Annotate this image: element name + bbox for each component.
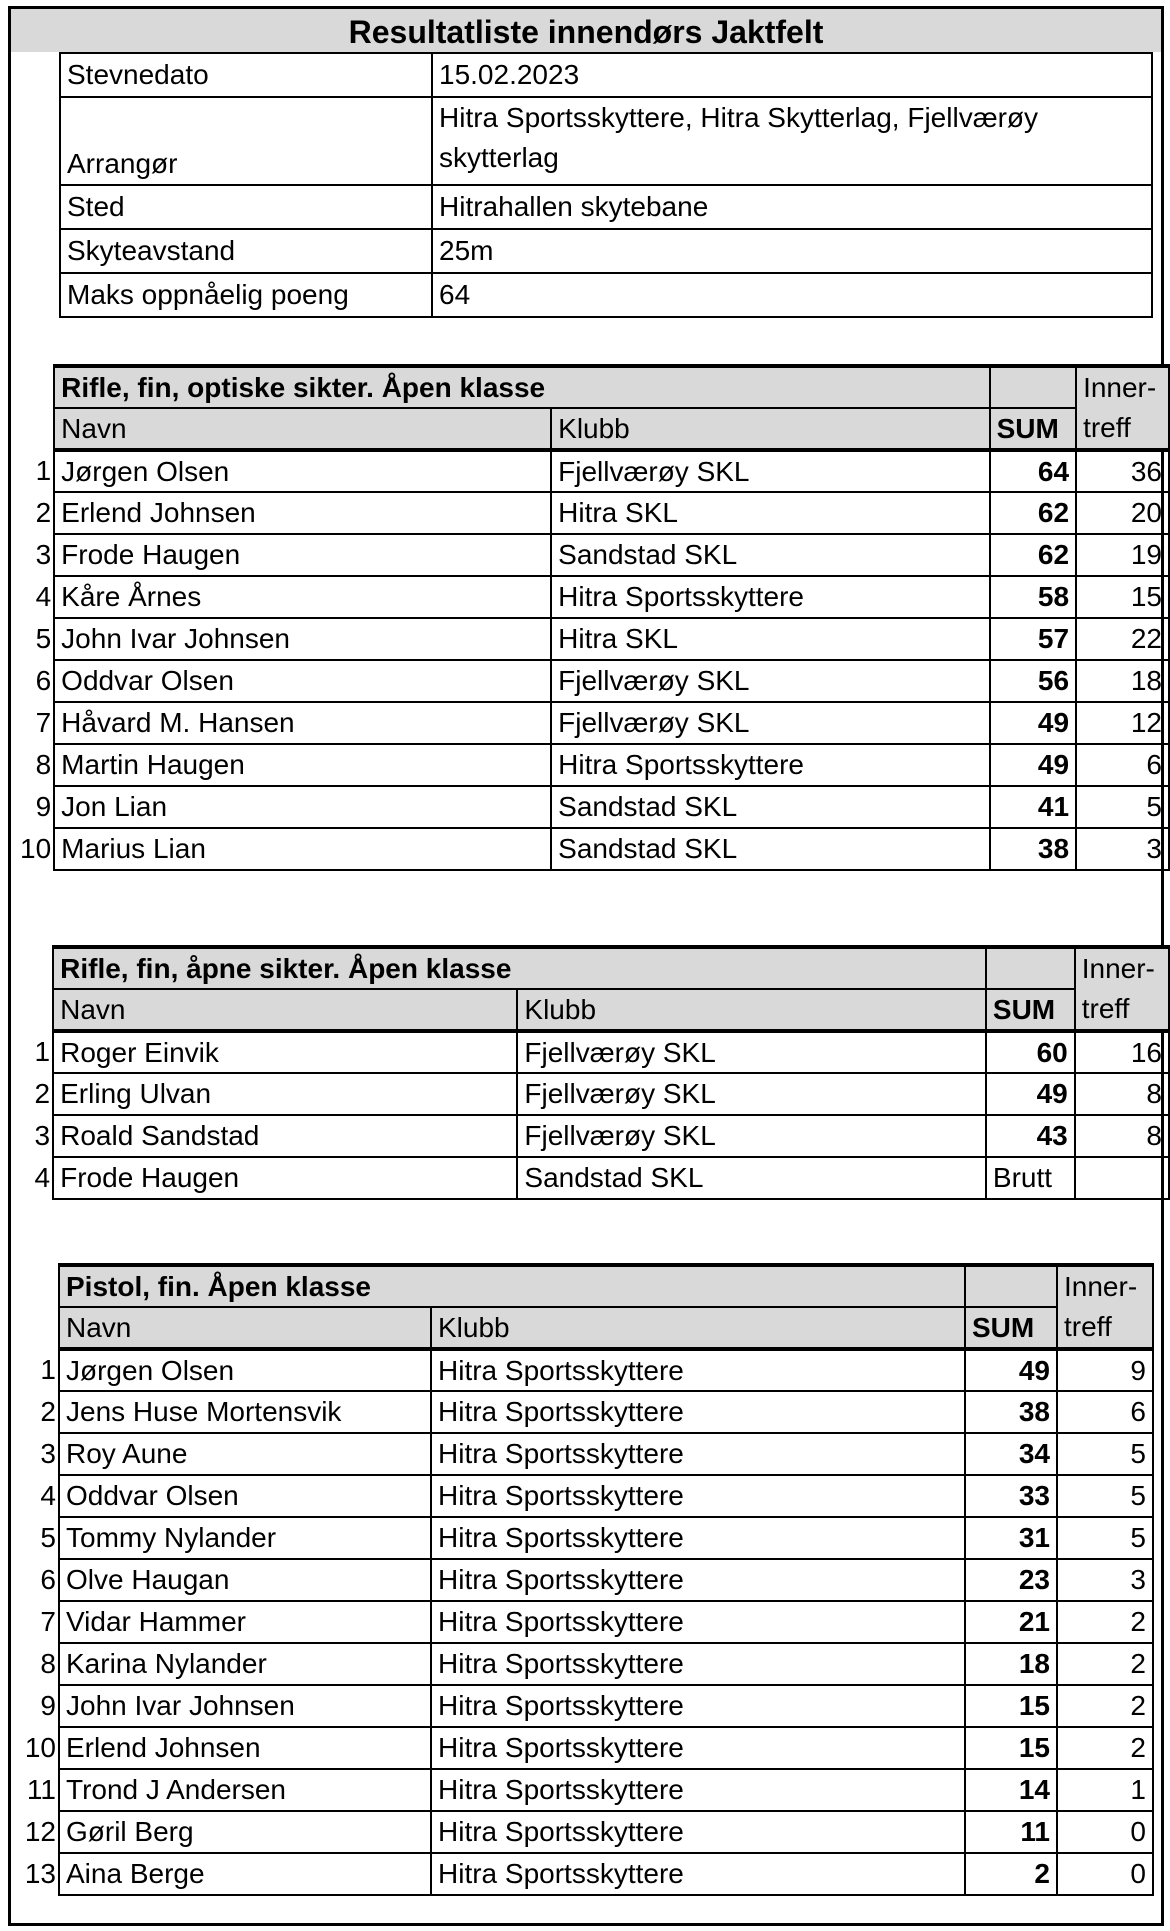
name-cell: Marius Lian xyxy=(54,828,551,870)
name-cell: Jens Huse Mortensvik xyxy=(59,1391,431,1433)
sum-cell: 15 xyxy=(965,1727,1057,1769)
sum-cell: 11 xyxy=(965,1811,1057,1853)
inner-cell: 36 xyxy=(1076,450,1169,492)
column-header-row xyxy=(11,1307,1153,1349)
club-cell: Hitra Sportsskyttere xyxy=(431,1517,965,1559)
inner-cell: 6 xyxy=(1057,1391,1153,1433)
club-cell: Sandstad SKL xyxy=(551,534,989,576)
header-blank xyxy=(551,366,989,408)
inner-cell: 9 xyxy=(1057,1349,1153,1391)
club-cell: Hitra Sportsskyttere xyxy=(431,1811,965,1853)
club-cell: Hitra Sportsskyttere xyxy=(431,1769,965,1811)
inner-cell: 5 xyxy=(1076,786,1169,828)
rank-cell: 10 xyxy=(24,1732,56,1763)
name-cell: Oddvar Olsen xyxy=(59,1475,431,1517)
sum-cell: 49 xyxy=(990,702,1077,744)
rank-cell: 6 xyxy=(35,665,52,696)
inner-cell: 8 xyxy=(1075,1073,1169,1115)
info-value: 15.02.2023 xyxy=(432,53,1152,97)
rank-cell: 7 xyxy=(40,1606,56,1637)
rank-cell: 7 xyxy=(35,707,52,738)
column-header-navn: Navn xyxy=(53,989,517,1031)
inner-cell: 3 xyxy=(1057,1559,1153,1601)
inner-cell: 1 xyxy=(1057,1769,1153,1811)
section-title: Pistol, fin. Åpen klasse xyxy=(59,1265,431,1307)
table-row xyxy=(11,1517,1153,1559)
table-row xyxy=(11,1475,1153,1517)
table-row xyxy=(11,786,1169,828)
info-row xyxy=(60,229,1152,273)
club-cell: Hitra Sportsskyttere xyxy=(431,1475,965,1517)
column-header-klubb: Klubb xyxy=(551,408,989,450)
name-cell: Frode Haugen xyxy=(53,1157,517,1199)
column-header-row xyxy=(11,989,1169,1031)
sum-cell: 56 xyxy=(990,660,1077,702)
column-header-sum: SUM xyxy=(990,408,1077,450)
sum-cell: 23 xyxy=(965,1559,1057,1601)
rank-spacer xyxy=(11,1265,59,1307)
club-cell: Hitra Sportsskyttere xyxy=(431,1601,965,1643)
name-cell: Olve Haugan xyxy=(59,1559,431,1601)
rank-cell: 3 xyxy=(34,1120,51,1151)
name-cell: Jørgen Olsen xyxy=(54,450,551,492)
header-blank xyxy=(431,1265,965,1307)
section-title: Rifle, fin, optiske sikter. Åpen klasse xyxy=(54,366,551,408)
info-row xyxy=(60,273,1152,317)
table-row xyxy=(11,744,1169,786)
rank-cell: 3 xyxy=(35,539,52,570)
name-cell: Aina Berge xyxy=(59,1853,431,1895)
table-row xyxy=(11,618,1169,660)
sum-cell: 21 xyxy=(965,1601,1057,1643)
info-label: Sted xyxy=(60,185,432,229)
sum-cell: 43 xyxy=(986,1115,1075,1157)
column-header-inner: Inner- xyxy=(1076,366,1169,408)
inner-cell: 19 xyxy=(1076,534,1169,576)
column-header-sum: SUM xyxy=(986,989,1075,1031)
column-header-inner: Inner- xyxy=(1057,1265,1153,1307)
club-cell: Sandstad SKL xyxy=(551,786,989,828)
section-title: Rifle, fin, åpne sikter. Åpen klasse xyxy=(53,947,517,989)
name-cell: Erling Ulvan xyxy=(53,1073,517,1115)
section-header-row xyxy=(11,1265,1153,1307)
name-cell: Karina Nylander xyxy=(59,1643,431,1685)
table-row xyxy=(11,1433,1153,1475)
info-label: Skyteavstand xyxy=(60,229,432,273)
inner-cell xyxy=(1075,1157,1169,1199)
inner-cell: 3 xyxy=(1076,828,1169,870)
club-cell: Fjellværøy SKL xyxy=(551,450,989,492)
rank-spacer xyxy=(11,947,53,989)
club-cell: Hitra Sportsskyttere xyxy=(431,1433,965,1475)
table-row xyxy=(11,1727,1153,1769)
table-row xyxy=(11,1391,1153,1433)
club-cell: Fjellværøy SKL xyxy=(551,702,989,744)
table-row xyxy=(11,1031,1169,1073)
info-value: Hitrahallen skytebane xyxy=(432,185,1152,229)
inner-cell: 5 xyxy=(1057,1433,1153,1475)
info-value: Hitra Sportsskyttere, Hitra Skytterlag, Fjellværøy skytterlag xyxy=(432,97,1152,185)
header-blank xyxy=(990,366,1077,408)
club-cell: Fjellværøy SKL xyxy=(517,1115,985,1157)
inner-cell: 8 xyxy=(1075,1115,1169,1157)
sum-cell: 41 xyxy=(990,786,1077,828)
info-label: Stevnedato xyxy=(60,53,432,97)
rank-cell: 9 xyxy=(40,1690,56,1721)
table-row xyxy=(11,1073,1169,1115)
rank-cell: 2 xyxy=(34,1078,51,1109)
name-cell: Tommy Nylander xyxy=(59,1517,431,1559)
table-row xyxy=(11,1685,1153,1727)
name-cell: Erlend Johnsen xyxy=(54,492,551,534)
inner-cell: 0 xyxy=(1057,1811,1153,1853)
sum-cell: 57 xyxy=(990,618,1077,660)
table-row xyxy=(11,1811,1153,1853)
sum-cell: 38 xyxy=(990,828,1077,870)
column-header-treff: treff xyxy=(1076,408,1169,450)
page-title: Resultatliste innendørs Jaktfelt xyxy=(11,6,1161,52)
rank-cell: 5 xyxy=(35,623,52,654)
rank-spacer xyxy=(11,408,54,450)
column-header-treff: treff xyxy=(1057,1307,1153,1349)
inner-cell: 2 xyxy=(1057,1685,1153,1727)
section-header-row xyxy=(11,366,1169,408)
club-cell: Hitra SKL xyxy=(551,618,989,660)
info-row xyxy=(60,53,1152,97)
sum-cell: Brutt xyxy=(986,1157,1075,1199)
sum-cell: 49 xyxy=(965,1349,1057,1391)
table-row xyxy=(11,1559,1153,1601)
sum-cell: 58 xyxy=(990,576,1077,618)
sum-cell: 49 xyxy=(986,1073,1075,1115)
name-cell: Jørgen Olsen xyxy=(59,1349,431,1391)
info-label: Arrangør xyxy=(60,97,432,185)
club-cell: Hitra Sportsskyttere xyxy=(431,1643,965,1685)
rank-spacer xyxy=(11,366,54,408)
rank-cell: 4 xyxy=(40,1480,56,1511)
rank-cell: 4 xyxy=(34,1162,51,1193)
inner-cell: 5 xyxy=(1057,1517,1153,1559)
sum-cell: 31 xyxy=(965,1517,1057,1559)
name-cell: John Ivar Johnsen xyxy=(54,618,551,660)
inner-cell: 5 xyxy=(1057,1475,1153,1517)
info-label: Maks oppnåelig poeng xyxy=(60,273,432,317)
name-cell: Vidar Hammer xyxy=(59,1601,431,1643)
column-header-klubb: Klubb xyxy=(517,989,985,1031)
inner-cell: 2 xyxy=(1057,1643,1153,1685)
table-row xyxy=(11,492,1169,534)
sum-cell: 62 xyxy=(990,534,1077,576)
rank-cell: 11 xyxy=(26,1774,56,1805)
rank-cell: 10 xyxy=(20,833,52,864)
club-cell: Sandstad SKL xyxy=(517,1157,985,1199)
inner-cell: 20 xyxy=(1076,492,1169,534)
inner-cell: 18 xyxy=(1076,660,1169,702)
column-header-sum: SUM xyxy=(965,1307,1057,1349)
club-cell: Hitra Sportsskyttere xyxy=(431,1685,965,1727)
club-cell: Fjellværøy SKL xyxy=(517,1031,985,1073)
rank-cell: 5 xyxy=(40,1522,56,1553)
column-header-inner: Inner- xyxy=(1075,947,1169,989)
table-row xyxy=(11,576,1169,618)
column-header-navn: Navn xyxy=(54,408,551,450)
name-cell: Trond J Andersen xyxy=(59,1769,431,1811)
table-row xyxy=(11,534,1169,576)
rank-cell: 1 xyxy=(34,1036,51,1067)
sum-cell: 64 xyxy=(990,450,1077,492)
sum-cell: 62 xyxy=(990,492,1077,534)
results-table xyxy=(11,945,1170,1200)
section-header-row xyxy=(11,947,1169,989)
name-cell: Gøril Berg xyxy=(59,1811,431,1853)
club-cell: Hitra Sportsskyttere xyxy=(431,1349,965,1391)
info-row xyxy=(60,97,1152,185)
sum-cell: 38 xyxy=(965,1391,1057,1433)
results-table xyxy=(11,364,1170,871)
club-cell: Fjellværøy SKL xyxy=(551,660,989,702)
club-cell: Fjellværøy SKL xyxy=(517,1073,985,1115)
club-cell: Hitra Sportsskyttere xyxy=(551,576,989,618)
name-cell: Håvard M. Hansen xyxy=(54,702,551,744)
name-cell: John Ivar Johnsen xyxy=(59,1685,431,1727)
club-cell: Hitra Sportsskyttere xyxy=(431,1853,965,1895)
table-row xyxy=(11,1115,1169,1157)
results-table xyxy=(11,1263,1154,1896)
club-cell: Hitra Sportsskyttere xyxy=(431,1559,965,1601)
table-row xyxy=(11,660,1169,702)
name-cell: Erlend Johnsen xyxy=(59,1727,431,1769)
name-cell: Roger Einvik xyxy=(53,1031,517,1073)
table-row xyxy=(11,828,1169,870)
inner-cell: 16 xyxy=(1075,1031,1169,1073)
name-cell: Oddvar Olsen xyxy=(54,660,551,702)
column-header-treff: treff xyxy=(1075,989,1169,1031)
sum-cell: 49 xyxy=(990,744,1077,786)
table-row xyxy=(11,1157,1169,1199)
name-cell: Roy Aune xyxy=(59,1433,431,1475)
info-value: 25m xyxy=(432,229,1152,273)
rank-cell: 8 xyxy=(40,1648,56,1679)
rank-cell: 4 xyxy=(35,581,52,612)
rank-cell: 2 xyxy=(40,1396,56,1427)
table-row xyxy=(11,1349,1153,1391)
info-value: 64 xyxy=(432,273,1152,317)
sum-cell: 33 xyxy=(965,1475,1057,1517)
club-cell: Hitra Sportsskyttere xyxy=(431,1391,965,1433)
table-row xyxy=(11,702,1169,744)
club-cell: Hitra Sportsskyttere xyxy=(551,744,989,786)
rank-cell: 3 xyxy=(40,1438,56,1469)
table-row xyxy=(11,1601,1153,1643)
column-header-klubb: Klubb xyxy=(431,1307,965,1349)
header-blank xyxy=(517,947,985,989)
rank-cell: 6 xyxy=(40,1564,56,1595)
sum-cell: 2 xyxy=(965,1853,1057,1895)
rank-cell: 9 xyxy=(35,791,52,822)
table-row xyxy=(11,1853,1153,1895)
header-blank xyxy=(986,947,1075,989)
sum-cell: 14 xyxy=(965,1769,1057,1811)
club-cell: Hitra Sportsskyttere xyxy=(431,1727,965,1769)
table-row xyxy=(11,1769,1153,1811)
inner-cell: 6 xyxy=(1076,744,1169,786)
sum-cell: 34 xyxy=(965,1433,1057,1475)
name-cell: Martin Haugen xyxy=(54,744,551,786)
name-cell: Kåre Årnes xyxy=(54,576,551,618)
rank-cell: 1 xyxy=(40,1354,56,1385)
rank-spacer xyxy=(11,989,53,1031)
inner-cell: 2 xyxy=(1057,1601,1153,1643)
inner-cell: 22 xyxy=(1076,618,1169,660)
column-header-navn: Navn xyxy=(59,1307,431,1349)
name-cell: Frode Haugen xyxy=(54,534,551,576)
info-row xyxy=(60,185,1152,229)
table-row xyxy=(11,450,1169,492)
inner-cell: 2 xyxy=(1057,1727,1153,1769)
rank-spacer xyxy=(11,1307,59,1349)
column-header-row xyxy=(11,408,1169,450)
rank-cell: 12 xyxy=(24,1816,56,1847)
sum-cell: 18 xyxy=(965,1643,1057,1685)
club-cell: Sandstad SKL xyxy=(551,828,989,870)
event-info-table xyxy=(59,52,1153,318)
rank-cell: 8 xyxy=(35,749,52,780)
inner-cell: 12 xyxy=(1076,702,1169,744)
sum-cell: 15 xyxy=(965,1685,1057,1727)
name-cell: Roald Sandstad xyxy=(53,1115,517,1157)
club-cell: Hitra SKL xyxy=(551,492,989,534)
table-row xyxy=(11,1643,1153,1685)
rank-cell: 13 xyxy=(24,1858,56,1889)
rank-cell: 2 xyxy=(35,497,52,528)
inner-cell: 0 xyxy=(1057,1853,1153,1895)
inner-cell: 15 xyxy=(1076,576,1169,618)
name-cell: Jon Lian xyxy=(54,786,551,828)
rank-cell: 1 xyxy=(35,455,52,486)
header-blank xyxy=(965,1265,1057,1307)
sum-cell: 60 xyxy=(986,1031,1075,1073)
